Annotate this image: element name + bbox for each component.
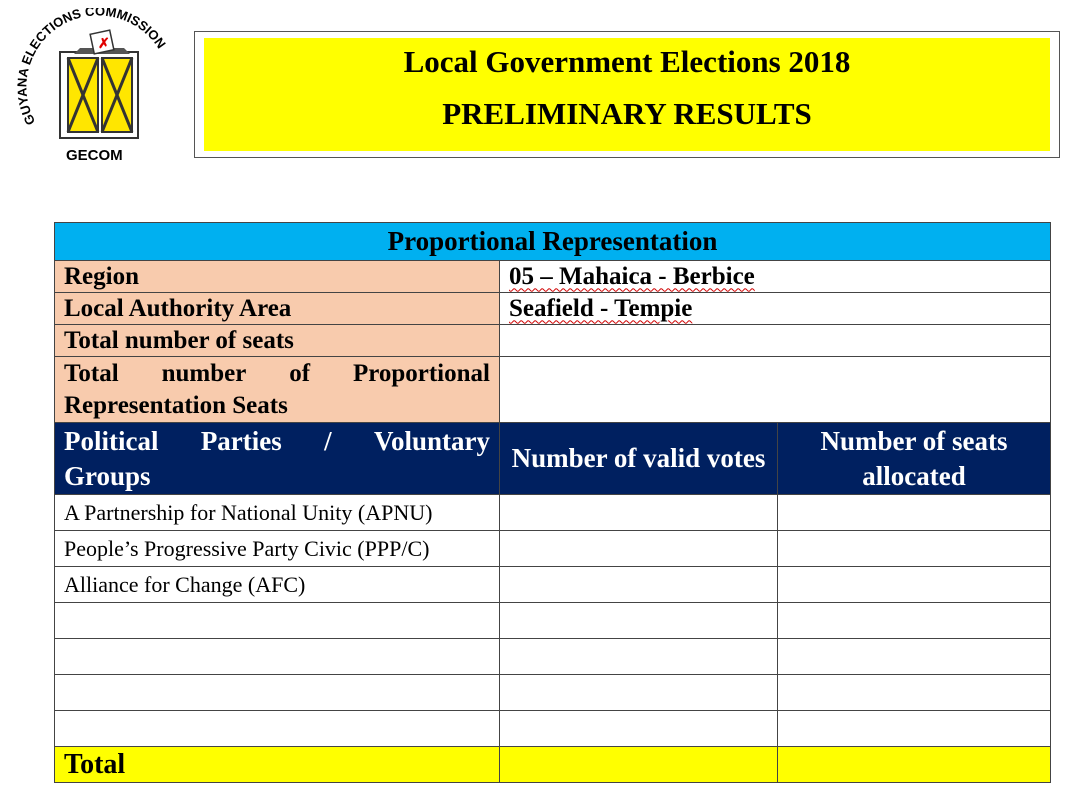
page-subtitle: PRELIMINARY RESULTS <box>442 96 812 131</box>
area-label: Local Authority Area <box>55 293 500 325</box>
info-row-total-seats <box>55 325 1051 357</box>
party-name <box>55 675 500 711</box>
table-row <box>55 711 1051 747</box>
column-header-row <box>55 423 1051 495</box>
pr-seats-label-line1: Total number of Proportional <box>64 359 490 387</box>
ballot-box-icon <box>60 30 138 138</box>
party-votes <box>500 639 778 675</box>
table-row <box>55 675 1051 711</box>
table-row <box>55 567 1051 603</box>
party-seats <box>778 531 1051 567</box>
party-name <box>55 639 500 675</box>
party-votes <box>500 603 778 639</box>
gecom-logo <box>8 8 168 168</box>
pr-seats-value <box>500 357 1051 423</box>
table-row <box>55 639 1051 675</box>
table-row <box>55 531 1051 567</box>
pr-seats-label-line2: Representation Seats <box>64 391 288 419</box>
info-row-region <box>55 261 1051 293</box>
party-seats <box>778 639 1051 675</box>
party-name: Alliance for Change (AFC) <box>55 567 500 603</box>
party-seats <box>778 567 1051 603</box>
info-row-pr-seats <box>55 357 1051 423</box>
party-votes <box>500 675 778 711</box>
region-value: 05 – Mahaica - Berbice <box>500 261 1051 293</box>
title-box <box>194 31 1060 158</box>
party-seats <box>778 495 1051 531</box>
area-value: Seafield - Tempie <box>500 293 1051 325</box>
party-votes <box>500 567 778 603</box>
table-row <box>55 603 1051 639</box>
party-name <box>55 603 500 639</box>
table-row <box>55 495 1051 531</box>
total-seats-value <box>500 325 1051 357</box>
party-votes <box>500 711 778 747</box>
party-name: People’s Progressive Party Civic (PPP/C) <box>55 531 500 567</box>
party-seats <box>778 711 1051 747</box>
title-highlight <box>204 38 1050 151</box>
pr-seats-label <box>55 357 500 423</box>
svg-text:✗: ✗ <box>98 35 110 51</box>
logo-arc-text: GUYANA ELECTIONS COMMISSION <box>14 8 168 128</box>
total-label: Total <box>55 747 500 783</box>
results-table <box>54 222 1051 783</box>
info-row-area <box>55 293 1051 325</box>
total-votes <box>500 747 778 783</box>
table-heading-row <box>55 223 1051 261</box>
region-label: Region <box>55 261 500 293</box>
col-header-seats: Number of seats allocated <box>778 423 1051 495</box>
total-row <box>55 747 1051 783</box>
logo-acronym: GECOM <box>66 147 123 164</box>
table-heading: Proportional Representation <box>55 223 1051 261</box>
total-seats <box>778 747 1051 783</box>
total-seats-label: Total number of seats <box>55 325 500 357</box>
col-header-parties-line1: Political Parties / Voluntary <box>64 425 490 456</box>
party-votes <box>500 531 778 567</box>
col-header-votes: Number of valid votes <box>500 423 778 495</box>
page-title: Local Government Elections 2018 <box>403 44 851 79</box>
party-seats <box>778 675 1051 711</box>
col-header-parties <box>55 423 500 495</box>
party-votes <box>500 495 778 531</box>
col-header-parties-line2: Groups <box>64 460 151 491</box>
party-name: A Partnership for National Unity (APNU) <box>55 495 500 531</box>
party-seats <box>778 603 1051 639</box>
party-name <box>55 711 500 747</box>
